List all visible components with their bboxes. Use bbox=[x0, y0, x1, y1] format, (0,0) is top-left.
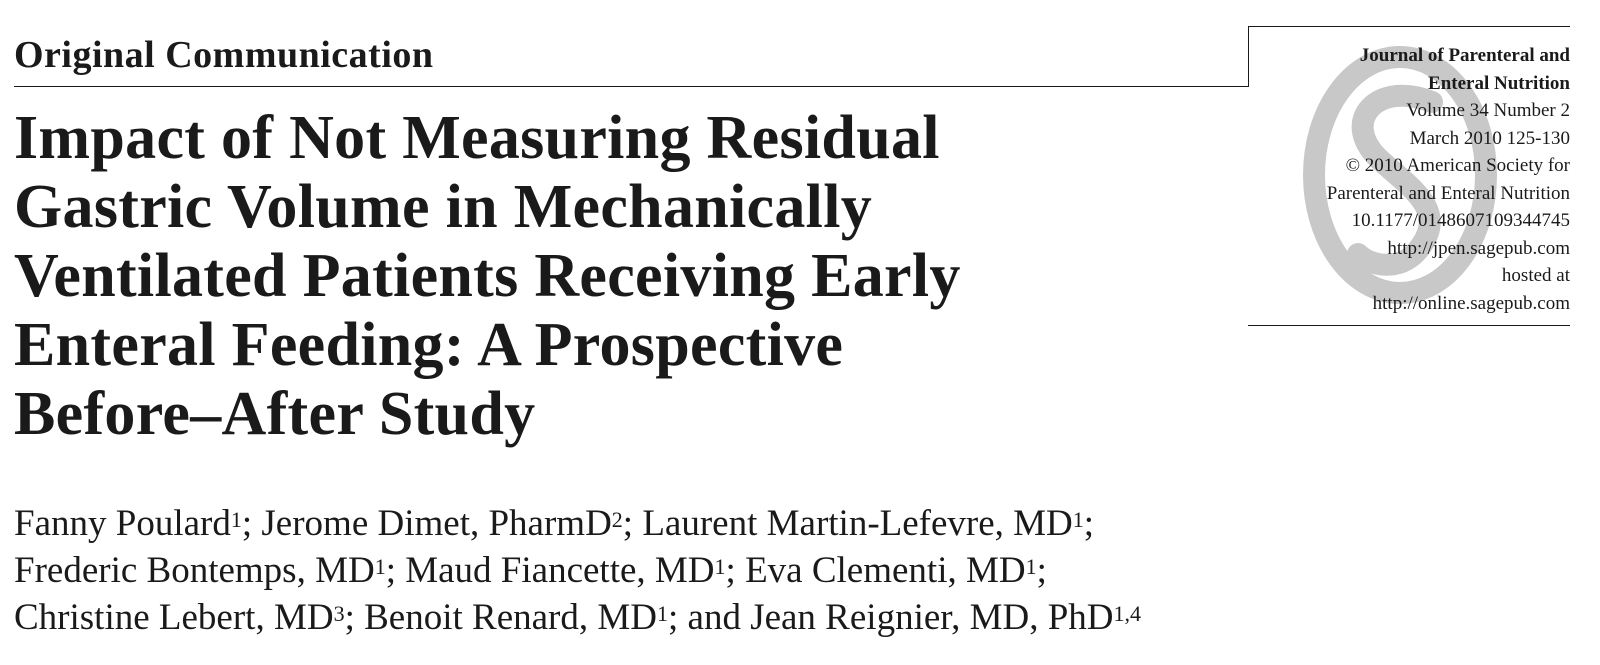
author-separator: ; bbox=[1036, 550, 1047, 591]
journal-doi: 10.1177/0148607109344745 bbox=[1351, 210, 1570, 231]
title-line: Enteral Feeding: A Prospective bbox=[14, 311, 844, 379]
author-affiliation: 1,4 bbox=[1113, 601, 1142, 626]
box-top-rule bbox=[1248, 26, 1570, 27]
author-affiliation: 2 bbox=[611, 507, 623, 532]
title-line: Impact of Not Measuring Residual bbox=[14, 104, 940, 172]
journal-society: Parenteral and Enteral Nutrition bbox=[1326, 182, 1570, 204]
author-name: Christine Lebert, MD bbox=[14, 597, 334, 638]
title-line: Ventilated Patients Receiving Early bbox=[14, 242, 961, 310]
author-affiliation: 1 bbox=[656, 601, 668, 626]
header-rule bbox=[14, 86, 1248, 87]
section-label: Original Communication bbox=[14, 34, 434, 76]
journal-host-url[interactable]: http://online.sagepub.com bbox=[1372, 292, 1570, 314]
author-name: Frederic Bontemps, MD bbox=[14, 550, 375, 591]
author-name: and Jean Reignier, MD, PhD bbox=[687, 597, 1114, 638]
author-affiliation: 1 bbox=[714, 554, 726, 579]
author-separator: ; bbox=[385, 550, 406, 591]
journal-volume: Volume 34 Number 2 bbox=[1406, 100, 1570, 121]
author-name: Eva Clementi, MD bbox=[745, 550, 1026, 591]
journal-name-line-1: Journal of Parenteral and bbox=[1359, 45, 1570, 66]
author-line-1 bbox=[14, 500, 1514, 547]
article-title bbox=[14, 104, 1164, 449]
author-affiliation: 1 bbox=[230, 507, 242, 532]
journal-date-pages: March 2010 125-130 bbox=[1409, 127, 1570, 149]
author-name: Benoit Renard, MD bbox=[364, 597, 657, 638]
author-affiliation: 1 bbox=[374, 554, 386, 579]
author-separator: ; bbox=[725, 550, 746, 591]
title-line: Before–After Study bbox=[14, 380, 536, 448]
author-list bbox=[14, 500, 1514, 641]
author-affiliation: 3 bbox=[333, 601, 345, 626]
author-name: Maud Fiancette, MD bbox=[405, 550, 715, 591]
author-line-3 bbox=[14, 594, 1514, 641]
title-line: Gastric Volume in Mechanically bbox=[14, 173, 873, 241]
journal-hosted-at: hosted at bbox=[1501, 265, 1570, 286]
author-name: Laurent Martin-Lefevre, MD bbox=[642, 503, 1073, 544]
author-affiliation: 1 bbox=[1072, 507, 1084, 532]
box-bottom-rule bbox=[1248, 325, 1570, 326]
journal-name-line-2: Enteral Nutrition bbox=[1428, 72, 1570, 94]
author-name: Jerome Dimet, PharmD bbox=[261, 503, 612, 544]
author-separator: ; bbox=[622, 503, 643, 544]
author-separator: ; bbox=[667, 597, 688, 638]
author-line-2 bbox=[14, 547, 1514, 594]
journal-url[interactable]: http://jpen.sagepub.com bbox=[1387, 237, 1570, 259]
author-separator: ; bbox=[1083, 503, 1095, 544]
author-affiliation: 1 bbox=[1025, 554, 1037, 579]
journal-copyright: © 2010 American Society for bbox=[1345, 155, 1570, 176]
journal-info-box bbox=[1327, 42, 1570, 317]
box-left-rule bbox=[1248, 26, 1249, 87]
author-separator: ; bbox=[344, 597, 365, 638]
author-name: Fanny Poulard bbox=[14, 503, 231, 544]
author-separator: ; bbox=[241, 503, 262, 544]
